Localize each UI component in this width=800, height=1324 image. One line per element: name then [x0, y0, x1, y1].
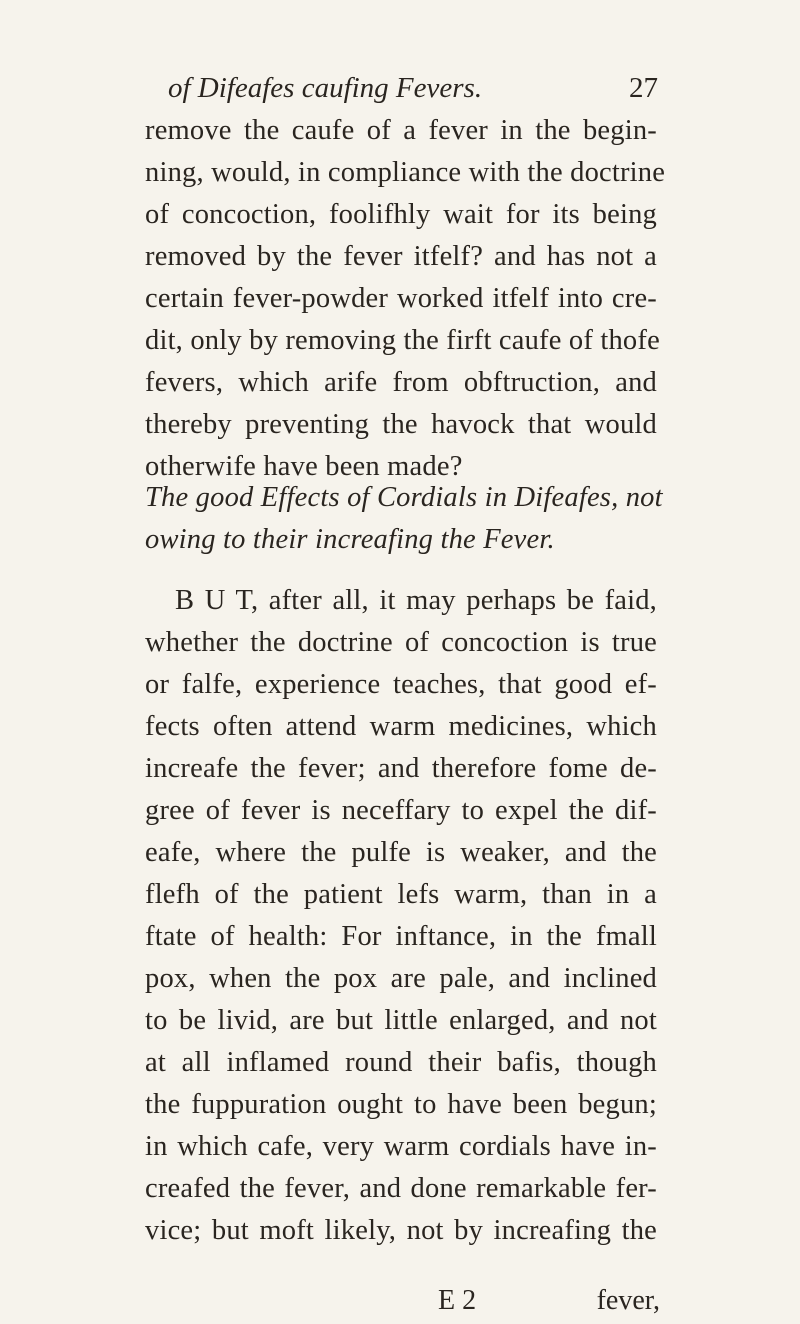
text-line: pox, when the pox are pale, and inclined: [145, 963, 657, 994]
text-line: flefh of the patient lefs warm, than in a: [145, 879, 657, 910]
text-line: remove the caufe of a fever in the begin-: [145, 115, 657, 146]
heading-line: owing to their increafing the Fever.: [145, 524, 555, 555]
text-line: increafe the fever; and therefore fome de-: [145, 753, 657, 784]
heading-line: The good Effects of Cordials in Difeafes, not: [145, 482, 663, 513]
text-line: of concoction, foolifhly wait for its being: [145, 199, 657, 230]
text-line: vice; but moft likely, not by increafing the: [145, 1215, 657, 1246]
text-line: in which cafe, very warm cordials have in-: [145, 1131, 657, 1162]
text-line: gree of fever is neceffary to expel the dif-: [145, 795, 657, 826]
text-line: at all inflamed round their bafis, though: [145, 1047, 657, 1078]
text-line: fevers, which arife from obftruction, and: [145, 367, 657, 398]
text-line: ning, would, in compliance with the doctrine: [145, 157, 666, 188]
text-line: otherwife have been made?: [145, 451, 463, 482]
page-number: 27: [629, 72, 658, 104]
page-header: [168, 68, 658, 108]
text-line: certain fever-powder worked itfelf into cre-: [145, 283, 657, 314]
text-line: ftate of health: For inftance, in the fmall: [145, 921, 657, 952]
text-line: dit, only by removing the firft caufe of thofe: [145, 325, 660, 356]
text-line: creafed the fever, and done remarkable fer-: [145, 1173, 657, 1204]
running-title: of Difeafes caufing Fevers.: [168, 72, 483, 104]
paragraph-1: [145, 110, 666, 488]
page-footer: [430, 1281, 660, 1321]
text-line: whether the doctrine of concoction is true: [145, 627, 657, 658]
paragraph-2: [145, 580, 657, 1252]
text-line: or falfe, experience teaches, that good ef-: [145, 669, 657, 700]
text-line: thereby preventing the havock that would: [145, 409, 657, 440]
catchword: fever,: [596, 1285, 660, 1316]
text-line: B U T, after all, it may perhaps be faid,: [175, 585, 657, 616]
section-heading: [145, 477, 663, 561]
text-line: eafe, where the pulfe is weaker, and the: [145, 837, 657, 868]
text-line: removed by the fever itfelf? and has not a: [145, 241, 657, 272]
text-line: the fuppuration ought to have been begun;: [145, 1089, 657, 1120]
text-line: fects often attend warm medicines, which: [145, 711, 657, 742]
signature-mark: E 2: [438, 1285, 477, 1316]
text-line: to be livid, are but little enlarged, and not: [145, 1005, 657, 1036]
